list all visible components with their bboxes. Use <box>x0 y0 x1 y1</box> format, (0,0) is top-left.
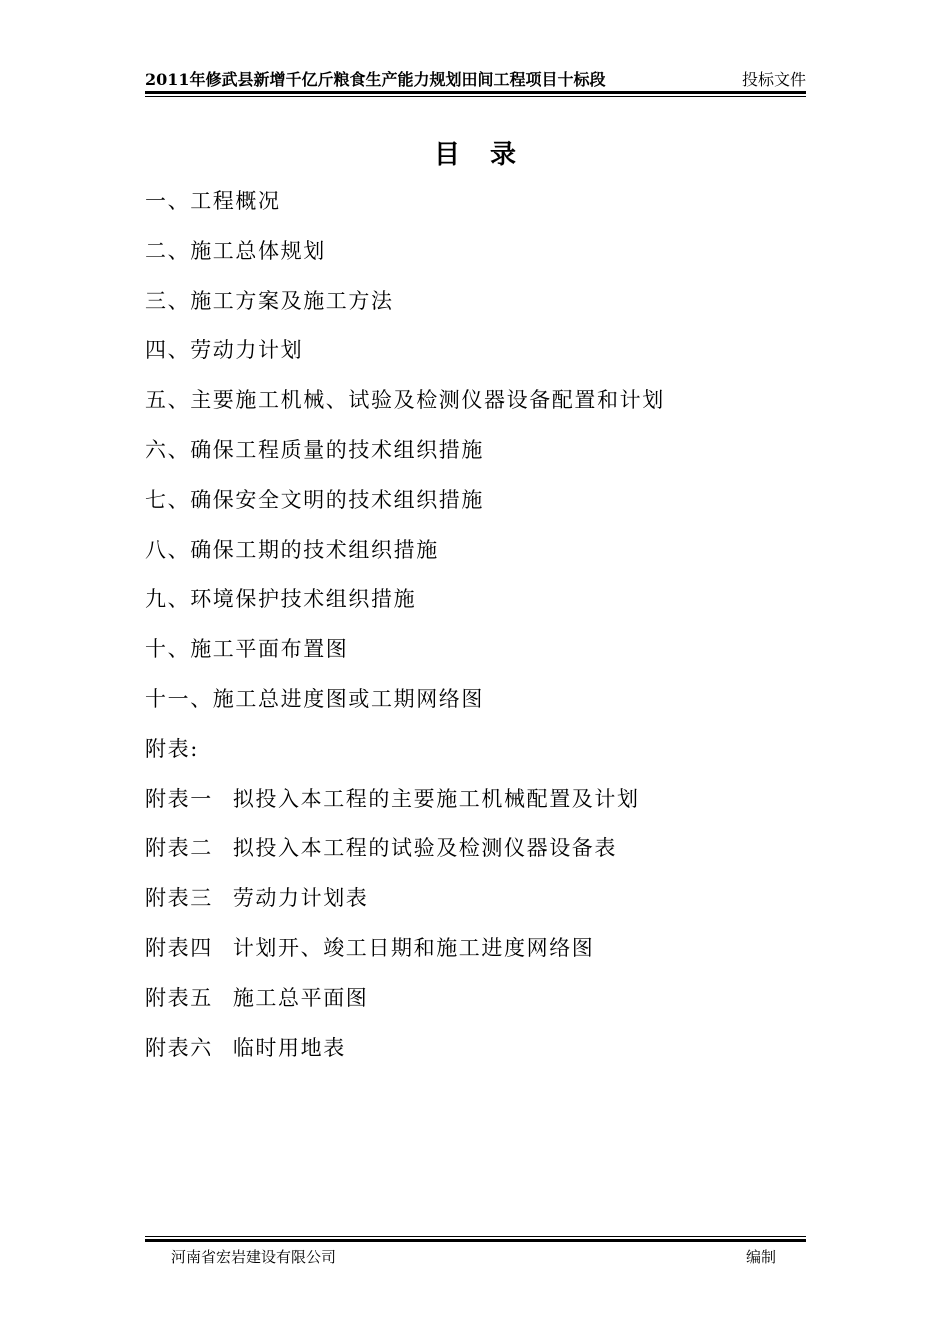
appendix-number: 附表六 <box>145 1035 213 1060</box>
toc-item: 九、环境保护技术组织措施 <box>145 587 417 612</box>
toc-title: 目录 <box>433 140 546 170</box>
appendix-item <box>145 981 806 1031</box>
page-header <box>145 64 806 97</box>
header-rule-thin <box>145 96 806 97</box>
appendix-title: 施工总平面图 <box>232 985 369 1010</box>
appendix-number: 附表五 <box>145 985 213 1010</box>
toc-item: 五、主要施工机械、试验及检测仪器设备配置和计划 <box>145 388 665 413</box>
footer-compiled-label: 编制 <box>745 1248 776 1266</box>
toc-item: 八、确保工期的技术组织措施 <box>145 537 439 562</box>
appendix-title: 计划开、竣工日期和施工进度网络图 <box>232 935 595 960</box>
page-footer <box>145 1236 806 1267</box>
appendix-title: 临时用地表 <box>232 1035 346 1060</box>
toc-appendix-heading: 附表: <box>145 736 199 761</box>
appendix-title: 劳动力计划表 <box>232 886 369 911</box>
appendix-item <box>145 831 806 881</box>
footer-company: 河南省宏岩建设有限公司 <box>171 1248 337 1266</box>
toc-item: 四、劳动力计划 <box>145 338 304 363</box>
toc-item: 七、确保安全文明的技术组织措施 <box>145 487 484 512</box>
appendix-number: 附表二 <box>145 836 213 861</box>
toc-item: 二、施工总体规划 <box>145 238 326 263</box>
toc-item: 三、施工方案及施工方法 <box>145 288 394 313</box>
appendix-number: 附表一 <box>145 786 213 811</box>
header-doc-type: 投标文件 <box>741 70 806 89</box>
toc-item: 一、工程概况 <box>145 189 281 213</box>
toc-item: 十、施工平面布置图 <box>145 637 349 662</box>
footer-rule-thick <box>145 1239 806 1242</box>
table-of-contents <box>145 184 806 1080</box>
header-title: 2011年修武县新增千亿斤粮食生产能力规划田间工程项目十标段 <box>145 70 606 89</box>
header-row <box>145 64 806 90</box>
header-rule-thick <box>145 91 806 94</box>
toc-item: 十一、施工总进度图或工期网络图 <box>145 686 484 711</box>
appendix-item <box>145 782 806 832</box>
appendix-title: 拟投入本工程的试验及检测仪器设备表 <box>232 836 618 861</box>
footer-rule-thin <box>145 1236 806 1237</box>
appendix-item <box>145 931 806 981</box>
appendix-number: 附表三 <box>145 886 213 911</box>
toc-item: 六、确保工程质量的技术组织措施 <box>145 437 484 462</box>
appendix-title: 拟投入本工程的主要施工机械配置及计划 <box>232 786 640 811</box>
appendix-item <box>145 881 806 931</box>
appendix-item <box>145 1031 806 1081</box>
footer-row <box>145 1246 806 1267</box>
appendix-number: 附表四 <box>145 935 213 960</box>
